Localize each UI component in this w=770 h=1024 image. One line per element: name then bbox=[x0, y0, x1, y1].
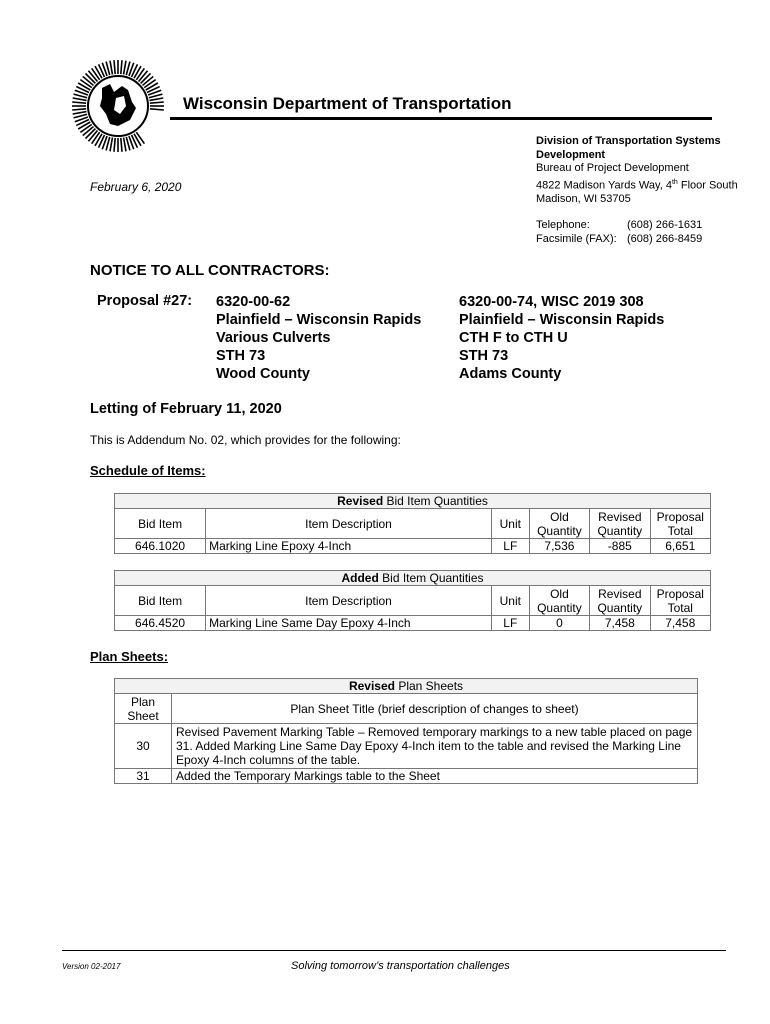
table-caption: Revised Bid Item Quantities bbox=[115, 494, 711, 509]
schedule-heading: Schedule of Items: bbox=[90, 463, 206, 478]
plan-sheets-table: Revised Plan Sheets Plan Sheet Plan Sheet Title (brief description of changes to sheet) 30 Revised Pavement Marking Table – Removed temporary markings to a new table placed on page 31. Added Marking Line Same Day Epoxy 4-Inch item to the table and revised the Marking Line Epoxy 4-Inch columns of the table. 31 Added the Temporary Markings table to the Sheet bbox=[114, 678, 698, 784]
version-label: Version 02-2017 bbox=[62, 962, 121, 971]
added-bid-items-table: Added Bid Item Quantities Bid Item Item Description Unit Old Quantity Revised Quantity Proposal Total 646.4520 Marking Line Same Day Epoxy 4-Inch LF 0 7,458 7,458 bbox=[114, 570, 711, 631]
proposal-label: Proposal #27: bbox=[97, 293, 193, 309]
revised-bid-items-table: Revised Bid Item Quantities Bid Item Item Description Unit Old Quantity Revised Quantity Proposal Total 646.1020 Marking Line Epoxy 4-Inch LF 7,536 -885 6,651 bbox=[114, 493, 711, 554]
fax-row: Facsimile (FAX): (608) 266-8459 bbox=[536, 232, 703, 245]
letter-date: February 6, 2020 bbox=[90, 180, 182, 194]
telephone-row: Telephone: (608) 266-1631 bbox=[536, 219, 703, 232]
project-right: 6320-00-74, WISC 2019 308 Plainfield – Wisconsin Rapids CTH F to CTH U STH 73 Adams County bbox=[459, 294, 665, 382]
wisdot-logo bbox=[66, 58, 170, 154]
intro-text: This is Addendum No. 02, which provides for the following: bbox=[90, 433, 401, 447]
notice-heading: NOTICE TO ALL CONTRACTORS: bbox=[90, 262, 330, 279]
footer-rule bbox=[62, 950, 726, 951]
street-address: 4822 Madison Yards Way, 4th Floor South bbox=[536, 178, 738, 192]
table-row: 30 Revised Pavement Marking Table – Removed temporary markings to a new table placed on page 31. Added Marking Line Same Day Epoxy 4-Inch item to the table and revised the Marking Line Epoxy 4-Inch columns of the table. bbox=[115, 724, 698, 769]
table-caption: Added Bid Item Quantities bbox=[115, 571, 711, 586]
address-block bbox=[536, 135, 761, 246]
table-row: 646.4520 Marking Line Same Day Epoxy 4-Inch LF 0 7,458 7,458 bbox=[115, 616, 711, 631]
city-line: Madison, WI 53705 bbox=[536, 192, 631, 205]
org-title: Wisconsin Department of Transportation bbox=[183, 94, 512, 113]
letting-date: Letting of February 11, 2020 bbox=[90, 401, 282, 417]
division-name: Division of Transportation Systems Development bbox=[536, 135, 721, 161]
header-rule bbox=[170, 117, 712, 120]
plan-sheets-heading: Plan Sheets: bbox=[90, 649, 169, 664]
bureau-name: Bureau of Project Development bbox=[536, 162, 689, 174]
table-row: 646.1020 Marking Line Epoxy 4-Inch LF 7,536 -885 6,651 bbox=[115, 539, 711, 554]
table-caption: Revised Plan Sheets bbox=[115, 679, 698, 694]
project-left: 6320-00-62 Plainfield – Wisconsin Rapids Various Culverts STH 73 Wood County bbox=[216, 294, 422, 382]
footer-tagline: Solving tomorrow’s transportation challenges bbox=[291, 960, 510, 972]
table-row: 31 Added the Temporary Markings table to the Sheet bbox=[115, 769, 698, 784]
